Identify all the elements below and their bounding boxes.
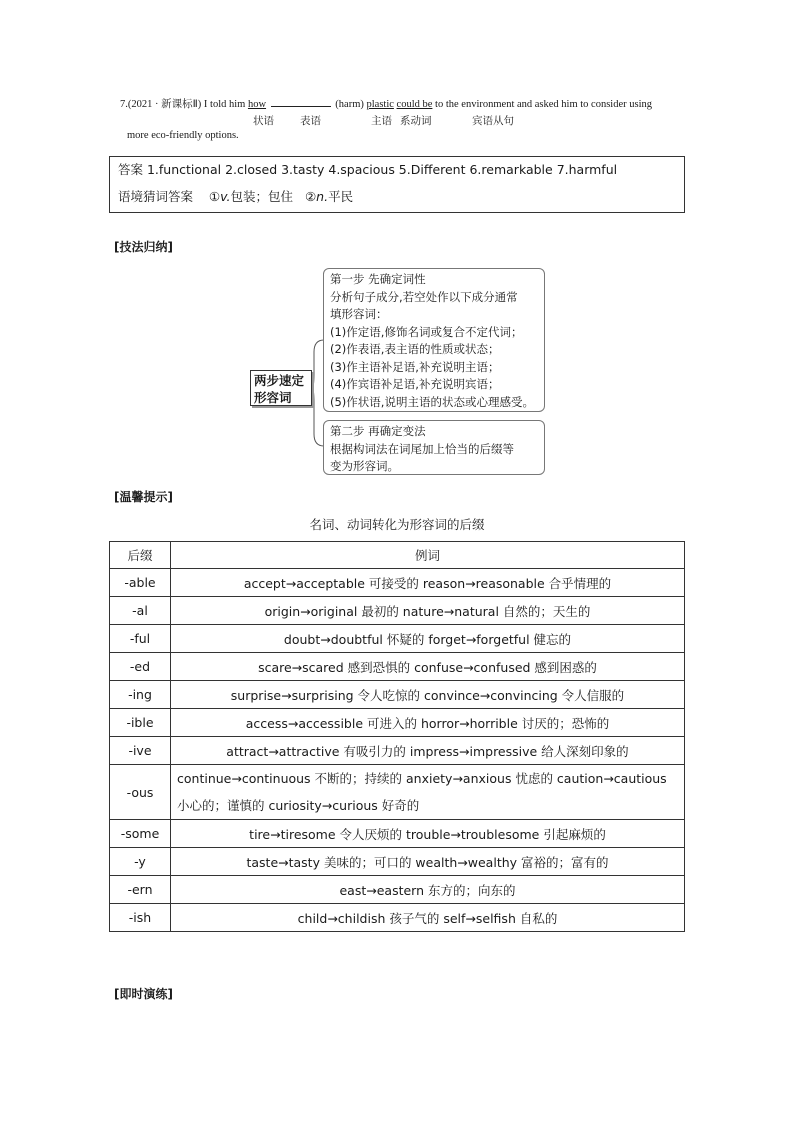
table-row [110,709,685,737]
question-7 [120,96,652,111]
mindmap-step2-box [323,420,545,475]
mindmap-center-line1: 两步速定 [254,373,305,388]
example-cell: tire→tiresome 令人厌烦的 trouble→troublesome 引起麻烦的 [171,820,685,848]
question-7-rest: to the environment and asked him to consider using [432,99,653,110]
step1-title: 第一步 先确定词性 [330,272,426,286]
table-row [110,765,685,820]
context-guess-answer-line [118,187,353,205]
step1-line: (3)作主语补足语,补充说明主语； [330,359,500,374]
annotation-adverbial: 状语 [253,115,274,127]
answer-blank [271,97,331,107]
table-row [110,653,685,681]
header-example: 例词 [171,542,685,569]
answer-box [109,156,685,213]
answer-b-num: ② [304,189,317,204]
example-cell: surprise→surprising 令人吃惊的 convince→convincing 令人信服的 [171,681,685,709]
annotation-linking-verb: 系动词 [400,115,432,127]
step2-line: 根据构词法在词尾加上恰当的后缀等 [330,441,514,456]
suffix-cell: -ing [110,681,171,709]
answer-a-pos: v. [220,189,231,204]
table-row [110,625,685,653]
example-cell: attract→attractive 有吸引力的 impress→impressive 给人深刻印象的 [171,737,685,765]
answer-b-pos: n. [316,189,329,204]
annotation-object-clause: 宾语从句 [472,115,514,127]
step1-line: (4)作宾语补足语,补充说明宾语； [330,377,500,391]
suffix-cell: -ern [110,876,171,904]
example-line: 小心的；谨慎的 curiosity→curious 好奇的 [177,798,420,813]
question-7-prefix: 7.(2021 · 新课标Ⅱ) I told him [120,99,248,110]
suffix-cell: -ed [110,653,171,681]
example-cell: accept→acceptable 可接受的 reason→reasonable 合乎情理的 [171,569,685,597]
section-heading-practice: [即时演练] [114,987,173,1001]
suffix-cell: -al [110,597,171,625]
step1-line: (5)作状语,说明主语的状态或心理感受。 [330,394,534,409]
suffix-cell: -ish [110,904,171,932]
section-heading-tips: [温馨提示] [114,490,173,504]
table-row [110,681,685,709]
example-cell: taste→tasty 美味的；可口的 wealth→wealthy 富裕的；富有的 [171,848,685,876]
example-cell: scare→scared 感到恐惧的 confuse→confused 感到困惑的 [171,653,685,681]
answer-b: 平民 [328,189,354,204]
annotation-subject: 主语 [371,115,392,127]
example-cell: child→childish 孩子气的 self→selfish 自私的 [171,904,685,932]
suffix-cell: -y [110,848,171,876]
question-7-how: how [247,99,267,110]
table-row [110,876,685,904]
table-row [110,820,685,848]
annotation-predicative: 表语 [300,115,321,127]
step1-line: 分析句子成分,若空处作以下成分通常 [330,289,518,304]
mindmap-center-node [250,370,312,406]
table-row [110,904,685,932]
suffix-table [109,541,685,932]
example-cell: doubt→doubtful 怀疑的 forget→forgetful 健忘的 [171,625,685,653]
step1-line: (1)作定语,修饰名词或复合不定代词； [330,324,523,339]
answer-a: 包装；包住 [230,189,294,204]
example-cell: east→eastern 东方的；向东的 [171,876,685,904]
example-line: continue→continuous 不断的；持续的 anxiety→anxious 忧虑的 caution→cautious [177,771,667,786]
context-guess-label: 语境猜词答案 [118,189,194,204]
example-cell: access→accessible 可进入的 horror→horrible 讨厌的；恐怖的 [171,709,685,737]
suffix-cell: -ful [110,625,171,653]
answer-a-num: ① [208,189,221,204]
answer-line: 答案 1.functional 2.closed 3.tasty 4.spacious 5.Different 6.remarkable 7.harmful [118,162,618,177]
table-row [110,597,685,625]
suffix-cell: -ible [110,709,171,737]
header-suffix: 后缀 [110,542,171,569]
table-title: 名词、动词转化为形容词的后缀 [309,517,485,532]
step2-title: 第二步 再确定变法 [330,424,426,438]
question-7-line2: more eco-friendly options. [127,130,239,141]
step1-line: (2)作表语,表主语的性质或状态； [330,342,500,356]
table-header-row [110,542,685,569]
example-cell [171,765,685,820]
table-row [110,848,685,876]
mindmap-step1-box [323,268,545,412]
step2-line: 变为形容词。 [330,459,399,473]
suffix-cell: -able [110,569,171,597]
table-row [110,737,685,765]
example-cell: origin→original 最初的 nature→natural 自然的；天生的 [171,597,685,625]
table-row [110,569,685,597]
suffix-cell: -ous [110,765,171,820]
suffix-cell: -some [110,820,171,848]
question-7-subject: plastic [366,99,394,110]
section-heading-techniques: [技法归纳] [114,240,173,254]
step1-line: 填形容词： [330,307,388,321]
mindmap-center-line2: 形容词 [254,390,292,405]
question-7-hint: (harm) [332,99,367,110]
question-7-verb: could be [396,99,433,110]
suffix-cell: -ive [110,737,171,765]
